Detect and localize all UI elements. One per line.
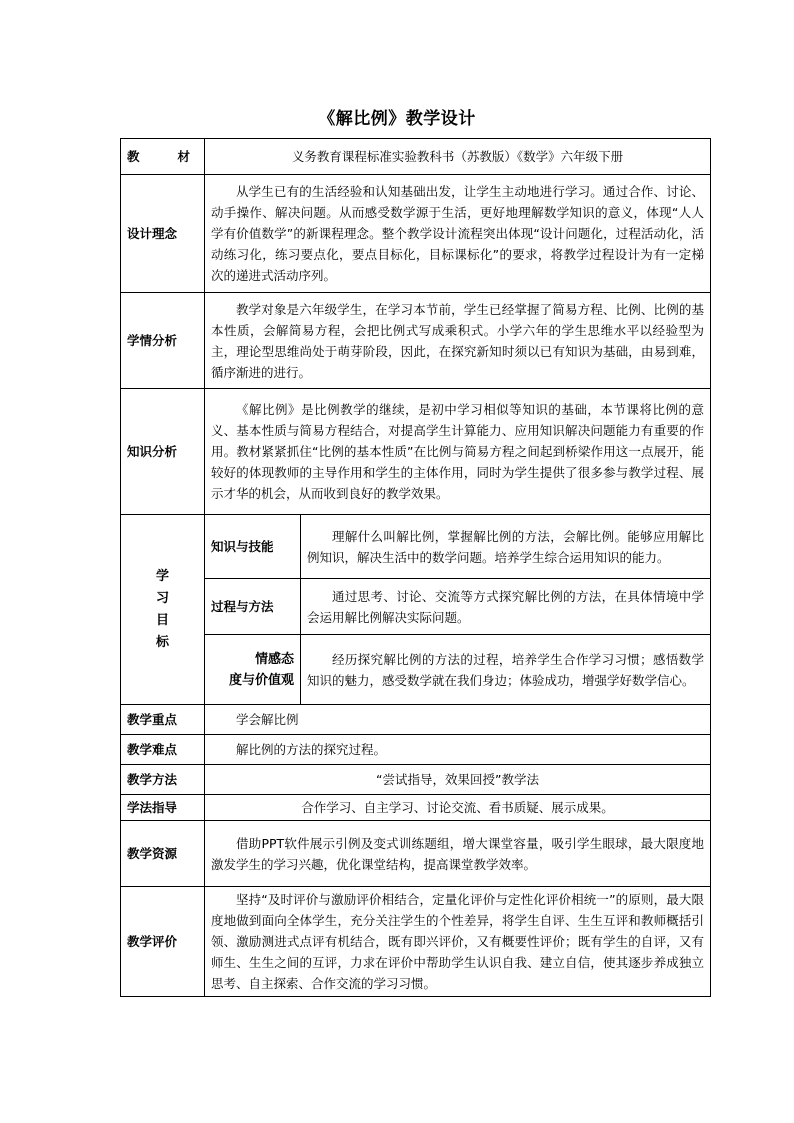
lesson-plan-table [120,138,711,997]
row-label-objectives [121,515,205,705]
row-label-method: 教学方法 [121,765,205,795]
row-objective-attitude [121,635,711,705]
row-value-difficulty: 解比例的方法的探究过程。 [205,735,711,765]
row-label-study-guide: 学法指导 [121,795,205,821]
objective-value-attitude: 经历探究解比例的方法的过程，培养学生合作学习习惯；感悟数学知识的魅力，感受数学就在我们身边；体验成功，增强学好数学信心。 [301,635,711,705]
objective-value-knowledge: 理解什么叫解比例，掌握解比例的方法，会解比例。能够应用解比例知识，解决生活中的数学问题。培养学生综合运用知识的能力。 [301,515,711,579]
objective-label-attitude-line1: 情感态 [254,651,294,667]
row-value-key-point: 学会解比例 [205,705,711,735]
row-method [121,765,711,795]
row-label-difficulty: 教学难点 [121,735,205,765]
row-evaluation [121,887,711,997]
page-title: 《解比例》教学设计 [318,109,476,129]
row-value-knowledge-analysis: 《解比例》是比例教学的继续，是初中学习相似等知识的基础，本节课将比例的意义、基本性质与简易方程结合，对提高学生计算能力、应用知识解决问题能力有重要的作用。教材紧紧抓住“比例的基本性质”在比例与简易方程之间起到桥梁作用这一点展开，能较好的体现教师的主导作用和学生的主体作用，同时为学生提供了很多参与教学过程、展示才华的机会，从而收到良好的教学效果。 [205,389,711,515]
row-value-design-concept: 从学生已有的生活经验和认知基础出发，让学生主动地进行学习。通过合作、讨论、动手操作、解决问题。从而感受数学源于生活，更好地理解数学知识的意义，体现“人人学有价值数学”的新课程理念。整个教学设计流程突出体现“设计问题化，过程活动化，活动练习化，练习要点化，要点目标化，目标课标化”的要求，将教学过程设计为有一定梯次的递进式活动序列。 [205,175,711,293]
objective-label-process: 过程与方法 [205,579,301,635]
row-label-design-concept: 设计理念 [121,175,205,293]
row-design-concept [121,175,711,293]
row-value-study-guide: 合作学习、自主学习、讨论交流、看书质疑、展示成果。 [205,795,711,821]
row-label-material: 教 材 [121,139,205,175]
row-value-evaluation: 坚持“及时评价与激励评价相结合，定量化评价与定性化评价相统一”的原则，最大限度地做到面向全体学生，充分关注学生的个性差异，将学生自评、生生互评和教师概括引领、激励测进式点评有机结合，既有即兴评价，又有概要性评价；既有学生的自评，又有师生、生生之间的互评，力求在评价中帮助学生认识自我、建立自信，使其逐步养成独立思考、自主探索、合作交流的学习习惯。 [205,887,711,997]
row-label-knowledge-analysis: 知识分析 [121,389,205,515]
objectives-label-char: 目 [155,612,169,628]
row-knowledge-analysis [121,389,711,515]
row-value-method: “尝试指导，效果回授”教学法 [205,765,711,795]
row-label-resources: 教学资源 [121,821,205,887]
row-value-resources: 借助PPT软件展示引例及变式训练题组，增大课堂容量，吸引学生眼球，最大限度地激发学生的学习兴趣，优化课堂结构，提高课堂教学效率。 [205,821,711,887]
row-key-point [121,705,711,735]
objectives-label-char: 学 [155,568,169,584]
objectives-label-char: 习 [155,590,169,606]
row-label-student-analysis: 学情分析 [121,293,205,389]
row-value-student-analysis: 教学对象是六年级学生，在学习本节前，学生已经掌握了简易方程、比例、比例的基本性质，会解简易方程，会把比例式写成乘积式。小学六年的学生思维水平以经验型为主，理论型思维尚处于萌芽阶段，因此，在探究新知时须以已有知识为基础，由易到难，循序渐进的进行。 [205,293,711,389]
row-resources [121,821,711,887]
objective-label-attitude-line2: 度与价值观 [228,672,294,688]
row-material [121,139,711,175]
row-value-material: 义务教育课程标准实验教科书（苏教版）《数学》六年级下册 [205,139,711,175]
row-objective-process [121,579,711,635]
row-difficulty [121,735,711,765]
row-student-analysis [121,293,711,389]
objective-value-process: 通过思考、讨论、交流等方式探究解比例的方法，在具体情境中学会运用解比例解决实际问题。 [301,579,711,635]
row-study-guide [121,795,711,821]
row-objective-knowledge [121,515,711,579]
row-label-key-point: 教学重点 [121,705,205,735]
objective-label-knowledge: 知识与技能 [205,515,301,579]
objective-label-attitude [205,635,301,705]
objectives-label-char: 标 [155,634,169,650]
row-label-evaluation: 教学评价 [121,887,205,997]
